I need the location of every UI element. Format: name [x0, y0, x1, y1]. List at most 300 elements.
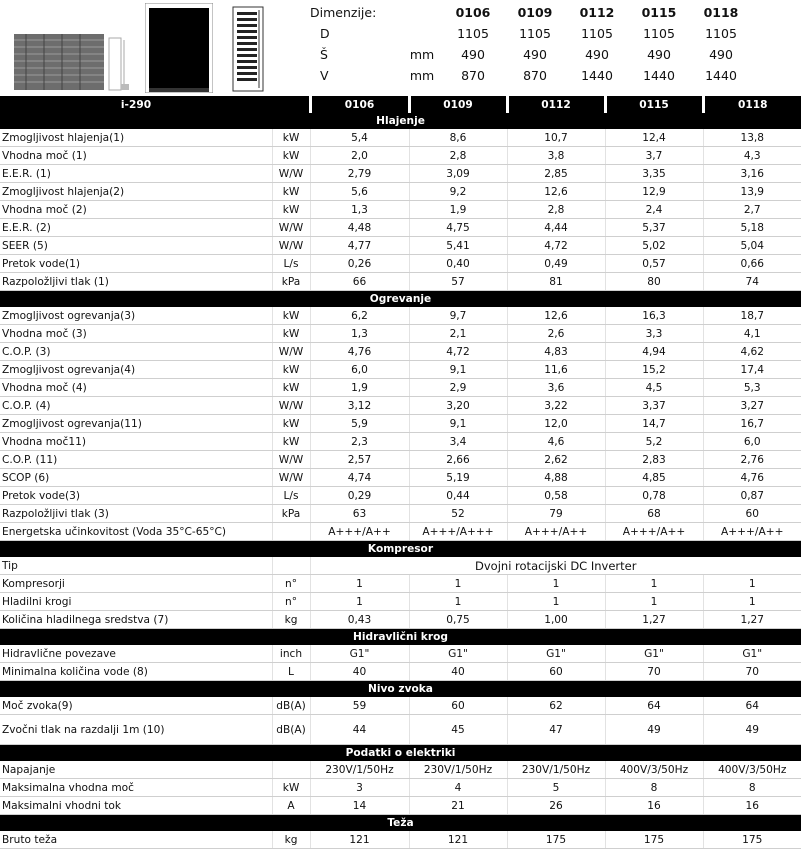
row-value: 3,4 — [409, 433, 507, 451]
row-value: 2,9 — [409, 379, 507, 397]
row-value: 2,8 — [507, 201, 605, 219]
section-title: Nivo zvoka — [0, 681, 801, 698]
spec-header-row — [0, 96, 801, 113]
row-value: G1" — [409, 645, 507, 663]
row-unit: kW — [272, 129, 310, 147]
spec-row — [0, 831, 801, 849]
row-label: Pretok vode(1) — [0, 255, 272, 273]
row-value: 2,8 — [409, 147, 507, 165]
row-value: 1 — [507, 575, 605, 593]
row-label: Vhodna moč (4) — [0, 379, 272, 397]
row-value: 4,75 — [409, 219, 507, 237]
row-unit: W/W — [272, 469, 310, 487]
row-value: 2,85 — [507, 165, 605, 183]
row-value: 0,43 — [310, 611, 409, 629]
row-value: 26 — [507, 797, 605, 815]
spec-row — [0, 325, 801, 343]
unit-side-image — [108, 36, 130, 92]
row-label: Napajanje — [0, 761, 272, 779]
row-unit: dB(A) — [272, 697, 310, 715]
row-value: 1 — [703, 575, 801, 593]
row-value: 40 — [310, 663, 409, 681]
row-value: 45 — [409, 715, 507, 745]
row-value: 2,3 — [310, 433, 409, 451]
row-value: 2,76 — [703, 451, 801, 469]
row-value: 13,9 — [703, 183, 801, 201]
row-value: 175 — [703, 831, 801, 849]
row-value: 21 — [409, 797, 507, 815]
row-value: 74 — [703, 273, 801, 291]
row-value: 49 — [605, 715, 703, 745]
row-value: 1 — [310, 575, 409, 593]
spec-table — [0, 96, 801, 849]
row-value: 8 — [605, 779, 703, 797]
row-value: 12,9 — [605, 183, 703, 201]
row-value: 8 — [703, 779, 801, 797]
row-value: 2,83 — [605, 451, 703, 469]
row-value: 64 — [605, 697, 703, 715]
spec-row — [0, 183, 801, 201]
row-label: Vhodna moč (2) — [0, 201, 272, 219]
row-value: 4,6 — [507, 433, 605, 451]
row-value: 400V/3/50Hz — [703, 761, 801, 779]
row-label: Razpoložljivi tlak (3) — [0, 505, 272, 523]
row-value: 4,62 — [703, 343, 801, 361]
row-value: 2,4 — [605, 201, 703, 219]
row-unit: L — [272, 663, 310, 681]
row-value: 8,6 — [409, 129, 507, 147]
dim-value: 1105 — [705, 26, 737, 41]
row-label: Maksimalni vhodni tok — [0, 797, 272, 815]
row-value: 5 — [507, 779, 605, 797]
row-value: G1" — [310, 645, 409, 663]
row-unit: W/W — [272, 451, 310, 469]
row-label: SCOP (6) — [0, 469, 272, 487]
merged-value: Dvojni rotacijski DC Inverter — [310, 557, 801, 575]
row-value: 4,85 — [605, 469, 703, 487]
row-label: E.E.R. (1) — [0, 165, 272, 183]
dim-row-unit — [402, 23, 442, 44]
row-value: 175 — [507, 831, 605, 849]
row-value: 3,27 — [703, 397, 801, 415]
spec-row — [0, 415, 801, 433]
dim-row-label: D — [320, 26, 330, 41]
row-value: 230V/1/50Hz — [310, 761, 409, 779]
section-header — [0, 815, 801, 832]
row-value: 230V/1/50Hz — [409, 761, 507, 779]
row-value: 3 — [310, 779, 409, 797]
row-value: 79 — [507, 505, 605, 523]
row-value: 4,77 — [310, 237, 409, 255]
spec-row — [0, 255, 801, 273]
row-value: 1,9 — [409, 201, 507, 219]
section-title: Kompresor — [0, 541, 801, 558]
row-value: 0,66 — [703, 255, 801, 273]
row-value: 13,8 — [703, 129, 801, 147]
row-value: 44 — [310, 715, 409, 745]
section-header — [0, 629, 801, 646]
row-value: 5,02 — [605, 237, 703, 255]
spec-row — [0, 237, 801, 255]
spec-row — [0, 433, 801, 451]
dim-value: 1105 — [581, 26, 613, 41]
dim-row — [310, 65, 752, 86]
dim-row-label: Š — [320, 47, 328, 62]
row-value: 4,48 — [310, 219, 409, 237]
dim-row-unit: mm — [409, 47, 435, 62]
row-unit: kW — [272, 307, 310, 325]
row-value: 121 — [310, 831, 409, 849]
row-unit: W/W — [272, 165, 310, 183]
row-value: 1 — [409, 593, 507, 611]
row-value: 2,1 — [409, 325, 507, 343]
row-value: 81 — [507, 273, 605, 291]
row-value: 9,1 — [409, 415, 507, 433]
dim-value: 490 — [523, 47, 547, 62]
spec-row — [0, 593, 801, 611]
row-value: 3,37 — [605, 397, 703, 415]
row-value: 3,3 — [605, 325, 703, 343]
row-unit: kg — [272, 831, 310, 849]
row-value: 3,20 — [409, 397, 507, 415]
row-value: 3,7 — [605, 147, 703, 165]
row-value: 3,35 — [605, 165, 703, 183]
row-value: 175 — [605, 831, 703, 849]
row-value: 1 — [703, 593, 801, 611]
row-label: Moč zvoka(9) — [0, 697, 272, 715]
row-value: 2,0 — [310, 147, 409, 165]
row-value: 16 — [703, 797, 801, 815]
spec-row — [0, 761, 801, 779]
spec-model-header: 0106 — [310, 96, 409, 113]
dim-label: Dimenzije: — [310, 5, 377, 20]
row-unit: n° — [272, 593, 310, 611]
row-unit: W/W — [272, 219, 310, 237]
row-label: C.O.P. (3) — [0, 343, 272, 361]
dim-row-unit: mm — [409, 68, 435, 83]
spec-row — [0, 343, 801, 361]
spec-row — [0, 611, 801, 629]
row-value: 6,2 — [310, 307, 409, 325]
row-value: 16,7 — [703, 415, 801, 433]
row-value: A+++/A++ — [605, 523, 703, 541]
row-value: 1 — [310, 593, 409, 611]
row-value: 5,37 — [605, 219, 703, 237]
row-unit: W/W — [272, 237, 310, 255]
dim-model: 0118 — [703, 5, 739, 20]
row-unit: kW — [272, 779, 310, 797]
row-value: 5,6 — [310, 183, 409, 201]
spec-row — [0, 307, 801, 325]
row-value: 1,00 — [507, 611, 605, 629]
dim-value: 1440 — [581, 68, 613, 83]
spec-title: i-290 — [0, 96, 272, 113]
spec-row — [0, 663, 801, 681]
row-value: 64 — [703, 697, 801, 715]
dim-value: 1105 — [457, 26, 489, 41]
spec-row — [0, 165, 801, 183]
row-value: 60 — [409, 697, 507, 715]
row-value: 1 — [605, 593, 703, 611]
row-value: 1 — [409, 575, 507, 593]
row-value: 4,83 — [507, 343, 605, 361]
row-label: Energetska učinkovitost (Voda 35°C-65°C) — [0, 523, 272, 541]
spec-row — [0, 697, 801, 715]
row-unit: kW — [272, 379, 310, 397]
row-value: 62 — [507, 697, 605, 715]
spec-row — [0, 201, 801, 219]
row-unit — [272, 761, 310, 779]
spec-row — [0, 779, 801, 797]
row-value: 4,3 — [703, 147, 801, 165]
row-value: 16,3 — [605, 307, 703, 325]
row-value: 70 — [703, 663, 801, 681]
row-label: E.E.R. (2) — [0, 219, 272, 237]
spec-row — [0, 273, 801, 291]
row-value: 12,4 — [605, 129, 703, 147]
row-value: 12,6 — [507, 307, 605, 325]
row-unit: kW — [272, 433, 310, 451]
row-unit: kW — [272, 325, 310, 343]
row-value: 60 — [507, 663, 605, 681]
row-value: 4,1 — [703, 325, 801, 343]
row-value: 0,49 — [507, 255, 605, 273]
row-label: Količina hladilnega sredstva (7) — [0, 611, 272, 629]
spec-row — [0, 129, 801, 147]
row-label: Zmogljivost hlajenja(2) — [0, 183, 272, 201]
row-unit: W/W — [272, 343, 310, 361]
dim-model: 0112 — [579, 5, 615, 20]
spec-row — [0, 575, 801, 593]
row-value: 15,2 — [605, 361, 703, 379]
row-value: 2,66 — [409, 451, 507, 469]
row-value: 16 — [605, 797, 703, 815]
row-value: 80 — [605, 273, 703, 291]
row-label: Kompresorji — [0, 575, 272, 593]
spec-row — [0, 397, 801, 415]
row-value: 68 — [605, 505, 703, 523]
row-value: 121 — [409, 831, 507, 849]
row-value: 5,18 — [703, 219, 801, 237]
row-value: 1,9 — [310, 379, 409, 397]
row-value: 6,0 — [703, 433, 801, 451]
row-value: 9,1 — [409, 361, 507, 379]
row-value: 17,4 — [703, 361, 801, 379]
row-value: 66 — [310, 273, 409, 291]
dim-value: 1440 — [643, 68, 675, 83]
dim-value: 490 — [461, 47, 485, 62]
row-value: G1" — [605, 645, 703, 663]
row-unit: kW — [272, 201, 310, 219]
row-unit: kPa — [272, 273, 310, 291]
product-header — [0, 0, 801, 96]
row-label: Zmogljivost ogrevanja(11) — [0, 415, 272, 433]
row-unit: W/W — [272, 397, 310, 415]
row-unit: A — [272, 797, 310, 815]
row-value: 0,78 — [605, 487, 703, 505]
spec-row — [0, 645, 801, 663]
spec-row — [0, 379, 801, 397]
dim-header-row — [310, 2, 752, 23]
row-unit: L/s — [272, 487, 310, 505]
spec-row — [0, 487, 801, 505]
row-value: 12,0 — [507, 415, 605, 433]
row-label: Vhodna moč (3) — [0, 325, 272, 343]
row-value: 4,72 — [409, 343, 507, 361]
row-value: 0,26 — [310, 255, 409, 273]
row-label: Minimalna količina vode (8) — [0, 663, 272, 681]
row-value: G1" — [507, 645, 605, 663]
row-value: 0,44 — [409, 487, 507, 505]
row-value: 12,6 — [507, 183, 605, 201]
row-unit: kg — [272, 611, 310, 629]
row-label: Maksimalna vhodna moč — [0, 779, 272, 797]
dim-model: 0115 — [641, 5, 677, 20]
dim-row — [310, 23, 752, 44]
spec-row — [0, 557, 801, 575]
row-value: 3,09 — [409, 165, 507, 183]
dim-model: 0106 — [455, 5, 491, 20]
row-value: 63 — [310, 505, 409, 523]
row-value: 14,7 — [605, 415, 703, 433]
row-label: Vhodna moč (1) — [0, 147, 272, 165]
row-value: 0,75 — [409, 611, 507, 629]
row-value: 3,22 — [507, 397, 605, 415]
row-value: 3,6 — [507, 379, 605, 397]
dim-row-label: V — [320, 68, 329, 83]
section-header — [0, 113, 801, 129]
section-title: Hidravlični krog — [0, 629, 801, 646]
section-header — [0, 681, 801, 698]
section-title: Podatki o elektriki — [0, 745, 801, 762]
dim-value: 1105 — [643, 26, 675, 41]
row-label: Tip — [0, 557, 272, 575]
row-value: 6,0 — [310, 361, 409, 379]
row-label: C.O.P. (11) — [0, 451, 272, 469]
section-title: Teža — [0, 815, 801, 832]
spec-row — [0, 147, 801, 165]
row-value: 9,2 — [409, 183, 507, 201]
row-unit — [272, 523, 310, 541]
spec-row — [0, 219, 801, 237]
row-value: 40 — [409, 663, 507, 681]
dim-row — [310, 44, 752, 65]
row-value: 3,16 — [703, 165, 801, 183]
unit-large-front-image — [145, 3, 213, 93]
row-value: 5,3 — [703, 379, 801, 397]
spec-model-header: 0118 — [703, 96, 801, 113]
row-unit: L/s — [272, 255, 310, 273]
row-unit: inch — [272, 645, 310, 663]
row-unit: kW — [272, 183, 310, 201]
row-value: 4,88 — [507, 469, 605, 487]
row-label: Zmogljivost hlajenja(1) — [0, 129, 272, 147]
row-value: 5,2 — [605, 433, 703, 451]
row-value: 14 — [310, 797, 409, 815]
row-unit — [272, 557, 310, 575]
row-value: 10,7 — [507, 129, 605, 147]
row-label: C.O.P. (4) — [0, 397, 272, 415]
row-value: 0,87 — [703, 487, 801, 505]
row-value: 1,3 — [310, 325, 409, 343]
section-header — [0, 291, 801, 308]
spec-unit-header — [272, 96, 310, 113]
section-title: Hlajenje — [0, 113, 801, 129]
row-value: 2,7 — [703, 201, 801, 219]
dim-value: 490 — [647, 47, 671, 62]
row-value: 5,04 — [703, 237, 801, 255]
row-value: 4,94 — [605, 343, 703, 361]
row-value: 9,7 — [409, 307, 507, 325]
row-value: 5,41 — [409, 237, 507, 255]
row-label: Vhodna moč11) — [0, 433, 272, 451]
row-label: Hidravlične povezave — [0, 645, 272, 663]
row-value: A+++/A++ — [507, 523, 605, 541]
row-value: 0,58 — [507, 487, 605, 505]
row-unit: kW — [272, 361, 310, 379]
row-value: A+++/A++ — [703, 523, 801, 541]
section-header — [0, 541, 801, 558]
row-value: 47 — [507, 715, 605, 745]
section-title: Ogrevanje — [0, 291, 801, 308]
row-value: 5,19 — [409, 469, 507, 487]
row-value: 11,6 — [507, 361, 605, 379]
row-value: 5,4 — [310, 129, 409, 147]
row-value: 0,57 — [605, 255, 703, 273]
row-value: 1,27 — [605, 611, 703, 629]
dim-value: 870 — [461, 68, 485, 83]
row-label: SEER (5) — [0, 237, 272, 255]
row-value: 3,8 — [507, 147, 605, 165]
row-label: Razpoložljivi tlak (1) — [0, 273, 272, 291]
row-label: Bruto teža — [0, 831, 272, 849]
dim-value: 870 — [523, 68, 547, 83]
row-value: 0,40 — [409, 255, 507, 273]
row-label: Hladilni krogi — [0, 593, 272, 611]
row-label: Zmogljivost ogrevanja(3) — [0, 307, 272, 325]
row-value: 4,44 — [507, 219, 605, 237]
row-value: 18,7 — [703, 307, 801, 325]
spec-row — [0, 797, 801, 815]
row-value: 2,57 — [310, 451, 409, 469]
row-value: 0,29 — [310, 487, 409, 505]
row-value: 1,27 — [703, 611, 801, 629]
row-value: 5,9 — [310, 415, 409, 433]
spec-row — [0, 715, 801, 745]
row-value: 4 — [409, 779, 507, 797]
row-value: 1 — [605, 575, 703, 593]
spec-model-header: 0115 — [605, 96, 703, 113]
row-value: 2,6 — [507, 325, 605, 343]
row-value: 2,62 — [507, 451, 605, 469]
row-unit: kPa — [272, 505, 310, 523]
spec-row — [0, 361, 801, 379]
dim-value: 1105 — [519, 26, 551, 41]
row-value: G1" — [703, 645, 801, 663]
row-value: 49 — [703, 715, 801, 745]
row-value: 70 — [605, 663, 703, 681]
row-value: 4,76 — [310, 343, 409, 361]
section-header — [0, 745, 801, 762]
row-value: 4,72 — [507, 237, 605, 255]
row-label: Zmogljivost ogrevanja(4) — [0, 361, 272, 379]
dim-value: 490 — [585, 47, 609, 62]
row-value: 4,76 — [703, 469, 801, 487]
unit-large-side-image — [232, 6, 264, 92]
dim-value: 490 — [709, 47, 733, 62]
spec-model-header: 0109 — [409, 96, 507, 113]
unit-front-image — [14, 34, 104, 90]
